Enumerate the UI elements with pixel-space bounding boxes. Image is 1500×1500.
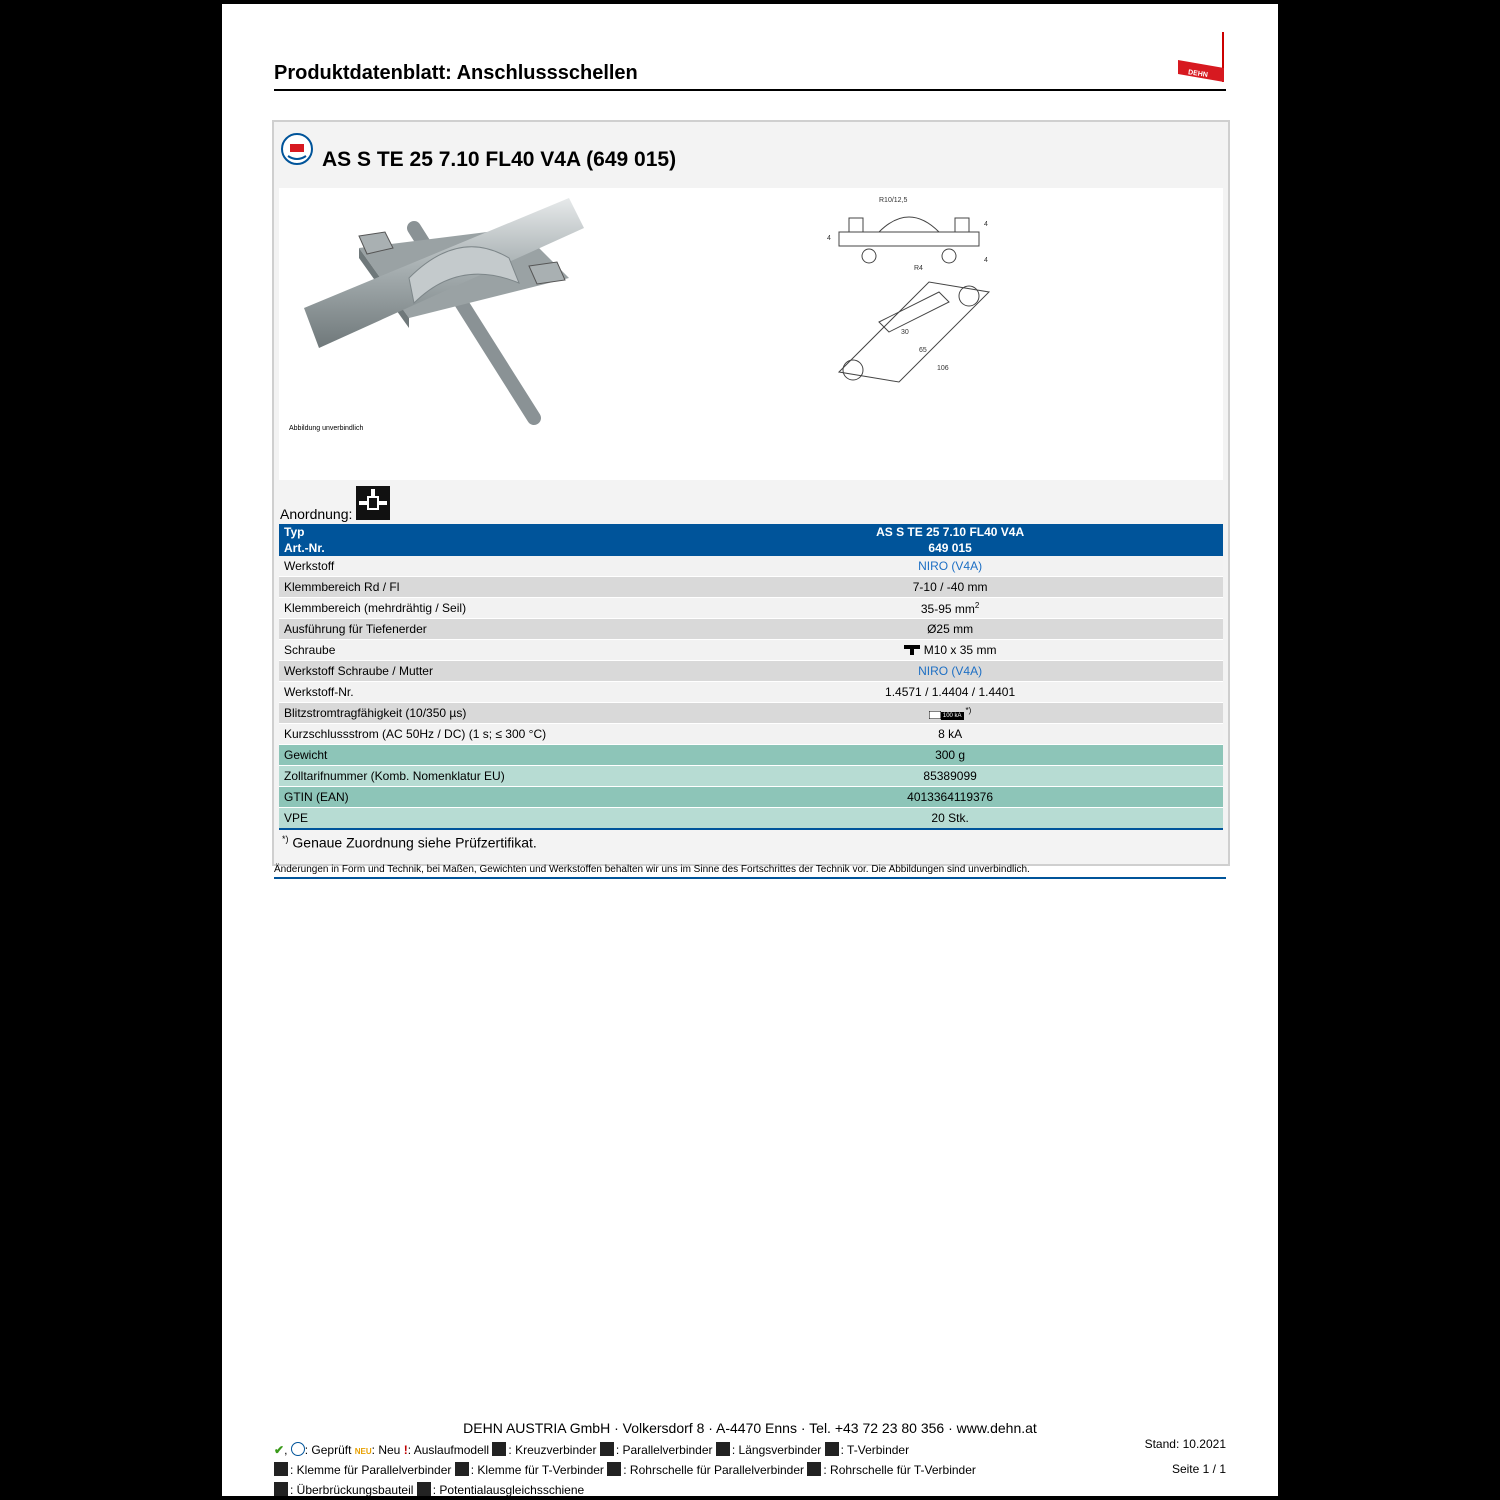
datasheet-page xyxy=(222,4,1278,1496)
tested-icon xyxy=(280,132,314,166)
row-value: 8 kA xyxy=(562,724,1223,745)
row-value: 20 Stk. xyxy=(562,808,1223,830)
legend-pipe-t: : Rohrschelle für T-Verbinder xyxy=(823,1463,976,1477)
table-row xyxy=(279,577,1223,598)
table-row xyxy=(279,556,1223,577)
row-label: VPE xyxy=(279,808,562,830)
footnote-text: Genaue Zuordnung siehe Prüfzertifikat. xyxy=(288,834,537,851)
header-label: Art.-Nr. xyxy=(279,540,562,556)
row-value: Ø25 mm xyxy=(562,619,1223,640)
row-value: 85389099 xyxy=(562,766,1223,787)
row-value: M10 x 35 mm xyxy=(923,643,997,657)
disclaimer: Änderungen in Form und Technik, bei Maßen, Gewichten und Werkstoffen behalten wir uns im Sinne des Fortschrittes der Technik vor. Die Abbildungen sind unverbindlich. xyxy=(274,864,1030,875)
legend-parallel: : Parallelverbinder xyxy=(615,1443,713,1457)
row-label: Werkstoff Schraube / Mutter xyxy=(279,661,562,682)
table-row xyxy=(279,808,1223,830)
superscript: 2 xyxy=(974,600,980,610)
table-row xyxy=(279,724,1223,745)
legend-cross: : Kreuzverbinder xyxy=(508,1443,597,1457)
parallel-connector-icon xyxy=(600,1442,614,1456)
row-value: 7-10 / -40 mm xyxy=(562,577,1223,598)
technical-drawing xyxy=(819,192,999,432)
drawing-dim-30: 30 xyxy=(901,329,909,336)
row-label: Blitzstromtragfähigkeit (10/350 µs) xyxy=(279,703,562,724)
table-row xyxy=(279,682,1223,703)
row-value-cell xyxy=(562,598,1223,619)
row-value: 1.4571 / 1.4404 / 1.4401 xyxy=(562,682,1223,703)
legend-equipotential: : Potentialausgleichsschiene xyxy=(432,1483,585,1497)
dehn-logo xyxy=(1176,32,1226,82)
row-value-cell xyxy=(562,703,1223,724)
row-label: Klemmbereich (mehrdrähtig / Seil) xyxy=(279,598,562,619)
header-value: 649 015 xyxy=(562,540,1223,556)
table-header-row xyxy=(279,524,1223,540)
legend-tested: : Geprüft xyxy=(304,1443,352,1457)
superscript: *) xyxy=(965,705,972,715)
legend-longitudinal: : Längsverbinder xyxy=(731,1443,822,1457)
row-label: Schraube xyxy=(279,640,562,661)
pipe-clamp-t-icon xyxy=(807,1462,821,1476)
longitudinal-connector-icon xyxy=(716,1442,730,1456)
legend-line-2 xyxy=(274,1462,976,1477)
table-row xyxy=(279,598,1223,619)
product-card xyxy=(272,120,1230,866)
table-row xyxy=(279,661,1223,682)
legend-pipe-parallel: : Rohrschelle für Parallelverbinder xyxy=(623,1463,805,1477)
legend-line-1: ✔, : Geprüft NEU: Neu !: Auslaufmodell : Kreuzverbinder : Parallelverbinder : Längsverbinder : T-Verbinder xyxy=(274,1443,910,1457)
row-label: GTIN (EAN) xyxy=(279,787,562,808)
cross-connector-icon xyxy=(492,1442,506,1456)
row-value: 4013364119376 xyxy=(562,787,1223,808)
bridging-component-icon xyxy=(274,1482,288,1496)
title-rule xyxy=(274,89,1226,91)
table-row xyxy=(279,703,1223,724)
row-value: NIRO (V4A) xyxy=(562,556,1223,577)
drawing-dim-65: 65 xyxy=(919,347,927,354)
legend-discontinued: : Auslaufmodell xyxy=(407,1443,490,1457)
table-row xyxy=(279,766,1223,787)
date-stamp: Stand: 10.2021 xyxy=(1144,1437,1226,1451)
row-label: Ausführung für Tiefenerder xyxy=(279,619,562,640)
legend-new: : Neu xyxy=(371,1443,401,1457)
legend-line-3 xyxy=(274,1482,584,1497)
table-row xyxy=(279,640,1223,661)
product-photo xyxy=(289,188,589,428)
legend-clamp-t: : Klemme für T-Verbinder xyxy=(470,1463,604,1477)
footnote xyxy=(282,834,537,851)
legend-bridging: : Überbrückungsbauteil xyxy=(290,1483,414,1497)
spec-table xyxy=(279,524,1223,830)
header-label: Typ xyxy=(279,524,562,540)
product-images xyxy=(279,188,1223,480)
product-title: AS S TE 25 7.10 FL40 V4A (649 015) xyxy=(322,148,677,171)
new-badge: NEU xyxy=(354,1447,372,1456)
row-value-cell xyxy=(562,640,1223,661)
header-value: AS S TE 25 7.10 FL40 V4A xyxy=(562,524,1223,540)
row-label: Klemmbereich Rd / Fl xyxy=(279,577,562,598)
disclaimer-rule xyxy=(274,877,1226,879)
pipe-clamp-parallel-icon xyxy=(607,1462,621,1476)
row-label: Werkstoff xyxy=(279,556,562,577)
lightning-current-icon xyxy=(929,711,941,719)
drawing-radius-label: R10/12,5 xyxy=(879,197,908,204)
dehn-logo-text: DEHN xyxy=(1187,69,1209,79)
screw-icon xyxy=(904,645,920,655)
equipotential-bar-icon xyxy=(417,1482,431,1496)
table-row xyxy=(279,787,1223,808)
arrangement-label: Anordnung: xyxy=(280,506,353,522)
document-title: Produktdatenblatt: Anschlussschellen xyxy=(274,62,638,84)
row-label: Zolltarifnummer (Komb. Nomenklatur EU) xyxy=(279,766,562,787)
checkmark-icon: ✔ xyxy=(274,1443,285,1457)
row-label: Werkstoff-Nr. xyxy=(279,682,562,703)
lightning-current-badge: 100 kA xyxy=(942,712,962,719)
drawing-dim-c: 4 xyxy=(984,257,988,264)
drawing-dim-106: 106 xyxy=(937,365,949,372)
row-value: 35-95 mm xyxy=(920,601,975,616)
drawing-r4-label: R4 xyxy=(914,265,923,272)
page-number: Seite 1 / 1 xyxy=(1171,1462,1226,1476)
clamp-t-icon xyxy=(455,1462,469,1476)
image-note: Abbildung unverbindlich xyxy=(289,425,364,432)
table-row xyxy=(279,745,1223,766)
table-header-row xyxy=(279,540,1223,556)
row-value: NIRO (V4A) xyxy=(562,661,1223,682)
discontinued-icon: ! xyxy=(403,1443,408,1457)
clamp-parallel-icon xyxy=(274,1462,288,1476)
row-value: 300 g xyxy=(562,745,1223,766)
legend-clamp-parallel: : Klemme für Parallelverbinder xyxy=(290,1463,452,1477)
legend-t: : T-Verbinder xyxy=(840,1443,910,1457)
footnote-mark: *) xyxy=(282,834,289,844)
company-info: DEHN AUSTRIA GmbH · Volkersdorf 8 · A-4470 Enns · Tel. +43 72 23 80 356 · www.dehn.at xyxy=(463,1420,1037,1436)
drawing-dim-a: 4 xyxy=(827,235,831,242)
row-label: Kurzschlussstrom (AC 50Hz / DC) (1 s; ≤ 300 °C) xyxy=(279,724,562,745)
table-row xyxy=(279,619,1223,640)
row-label: Gewicht xyxy=(279,745,562,766)
t-connector-small-icon xyxy=(825,1442,839,1456)
t-connector-icon xyxy=(356,486,390,520)
drawing-dim-b: 4 xyxy=(984,221,988,228)
tested-small-icon xyxy=(291,1442,305,1456)
